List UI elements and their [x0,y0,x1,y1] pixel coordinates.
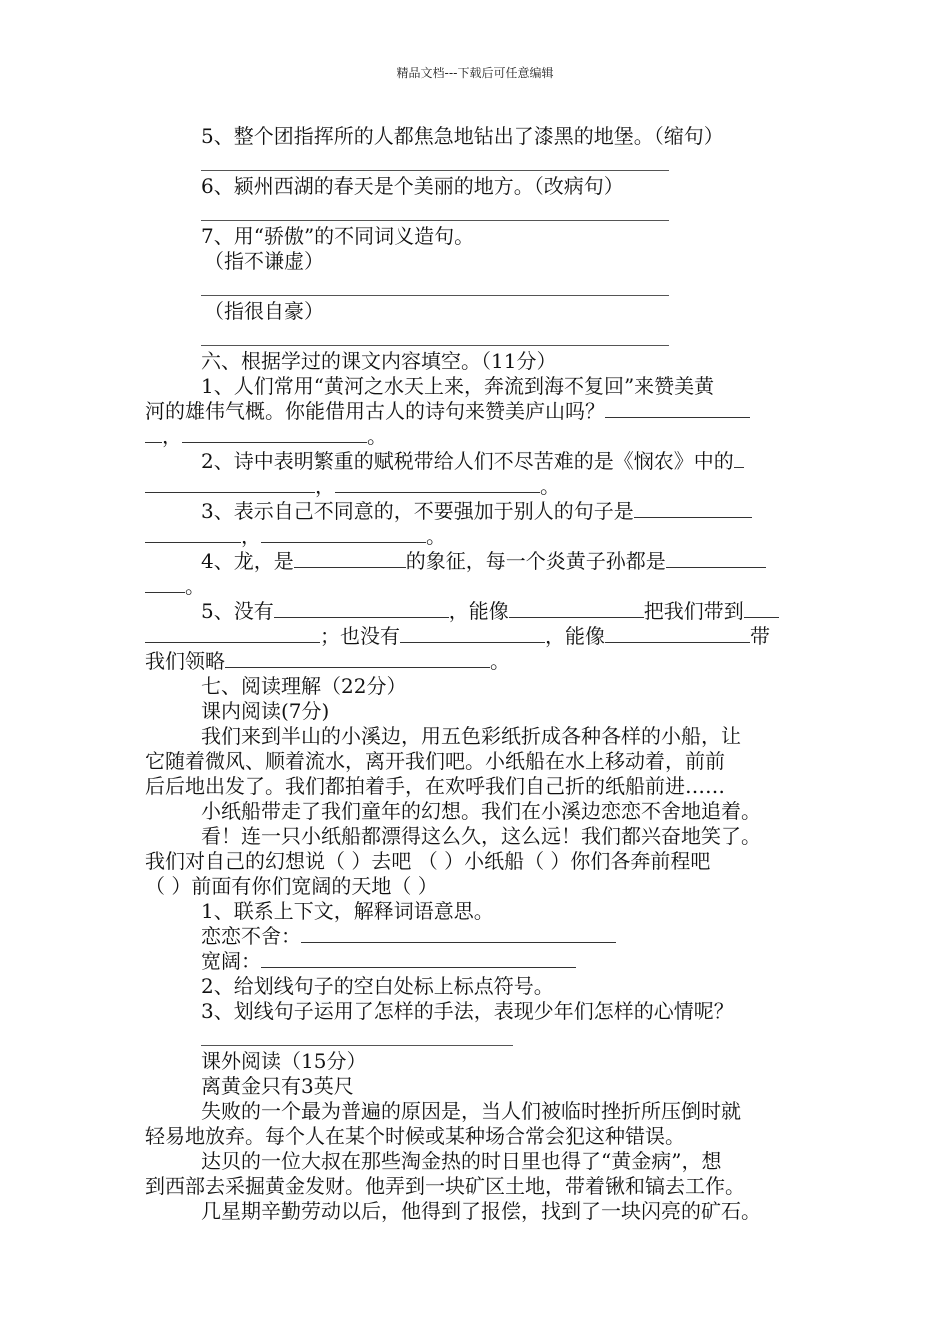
blank [274,599,449,618]
answer-line [201,1045,513,1046]
blank [335,474,540,493]
blank [301,924,616,943]
blank [145,524,241,543]
in-class-reading-title: 课内阅读(7分) [201,699,330,723]
fill-3-line-1: 3、表示自己不同意的，不要强加于别人的句子是 [201,498,752,524]
blank [294,549,406,568]
answer-line [201,170,669,171]
fill-1-line-1: 1、人们常用“黄河之水天上来，奔流到海不复回”来赞美黄 [201,374,715,398]
blank [145,474,315,493]
blank [225,649,490,668]
blank [145,574,185,593]
story-line: 轻易地放弃。每个人在某个时候或某种场合常会犯这种错误。 [145,1124,685,1148]
fill-4-line-1: 4、龙，是 的象征，每一个炎黄子孙都是 [201,548,766,574]
blank [666,549,766,568]
blank [182,424,367,443]
fill-5-line-3: 我们领略 。 [145,649,510,673]
passage-line: 我们来到半山的小溪边，用五色彩纸折成各种各样的小船，让 [201,724,741,748]
reading-question-1a: 恋恋不舍： [201,923,616,949]
blank [734,449,744,468]
passage-line: 我们对自己的幻想说（ ）去吧 （ ）小纸船（ ）你们各奔前程吧 [145,849,711,873]
passage-line: 看！连一只小纸船都漂得这么久，这么远！我们都兴奋地笑了。 [201,824,761,848]
answer-line [201,295,669,296]
blank [261,524,426,543]
blank [634,499,752,518]
blank [400,624,545,643]
story-line: 到西部去采掘黄金发财。他弄到一块矿区土地，带着锹和镐去工作。 [145,1174,745,1198]
answer-line [201,220,669,221]
reading-question-3: 3、划线句子运用了怎样的手法，表现少年们怎样的心情呢？ [201,999,734,1023]
blank [605,399,750,418]
extracurricular-reading-title: 课外阅读（15分） [201,1049,367,1073]
question-7: 7、用“骄傲”的不同词义造句。 [201,224,475,248]
blank [605,624,750,643]
passage-line: 后后地出发了。我们都拍着手，在欢呼我们自己折的纸船前进…… [145,774,725,798]
section-7-title: 七、阅读理解（22分） [201,674,407,698]
fill-5-line-1: 5、没有 ，能像 把我们带到 [201,598,779,624]
question-7-sense-a: （指不谦虚） [204,249,324,273]
fill-5-line-2: ；也没有 ，能像 带 [145,623,770,649]
passage-line: 它随着微风、顺着流水，离开我们吧。小纸船在水上移动着，前前 [145,749,725,773]
blank [261,949,576,968]
blank [509,599,644,618]
blank [145,424,162,443]
answer-line [201,345,669,346]
story-line: 几星期辛勤劳动以后，他得到了报偿，找到了一块闪亮的矿石。 [201,1199,761,1223]
page-header: 精品文档---下载后可任意编辑 [396,66,554,80]
reading-question-2: 2、给划线句子的空白处标上标点符号。 [201,974,554,998]
question-7-sense-b: （指很自豪） [204,299,324,323]
fill-2-line-1: 2、诗中表明繁重的赋税带给人们不尽苦难的是《悯农》中的 [201,448,744,474]
fill-2-line-2: ， 。 [145,473,560,499]
blank [145,624,320,643]
story-line: 失败的一个最为普遍的原因是，当人们被临时挫折所压倒时就 [201,1099,741,1123]
reading-question-1b: 宽阔： [201,948,576,974]
story-line: 达贝的一位大叔在那些淘金热的时日里也得了“黄金病”，想 [201,1149,722,1173]
section-6-title: 六、根据学过的课文内容填空。（11分） [201,349,557,373]
question-5: 5、整个团指挥所的人都焦急地钻出了漆黑的地堡。（缩句） [201,124,724,148]
passage-line: 小纸船带走了我们童年的幻想。我们在小溪边恋恋不舍地追着。 [201,799,761,823]
fill-4-line-2: 。 [145,573,205,599]
fill-1-line-3: ， 。 [145,423,387,449]
story-title: 离黄金只有3英尺 [201,1074,354,1098]
question-6: 6、颍州西湖的春天是个美丽的地方。（改病句） [201,174,624,198]
fill-1-line-2: 河的雄伟气概。你能借用古人的诗句来赞美庐山吗？ [145,398,750,424]
reading-question-1: 1、联系上下文，解释词语意思。 [201,899,494,923]
blank [744,599,779,618]
passage-line: （ ）前面有你们宽阔的天地（ ） [145,874,438,898]
fill-3-line-2: ， 。 [145,523,446,549]
